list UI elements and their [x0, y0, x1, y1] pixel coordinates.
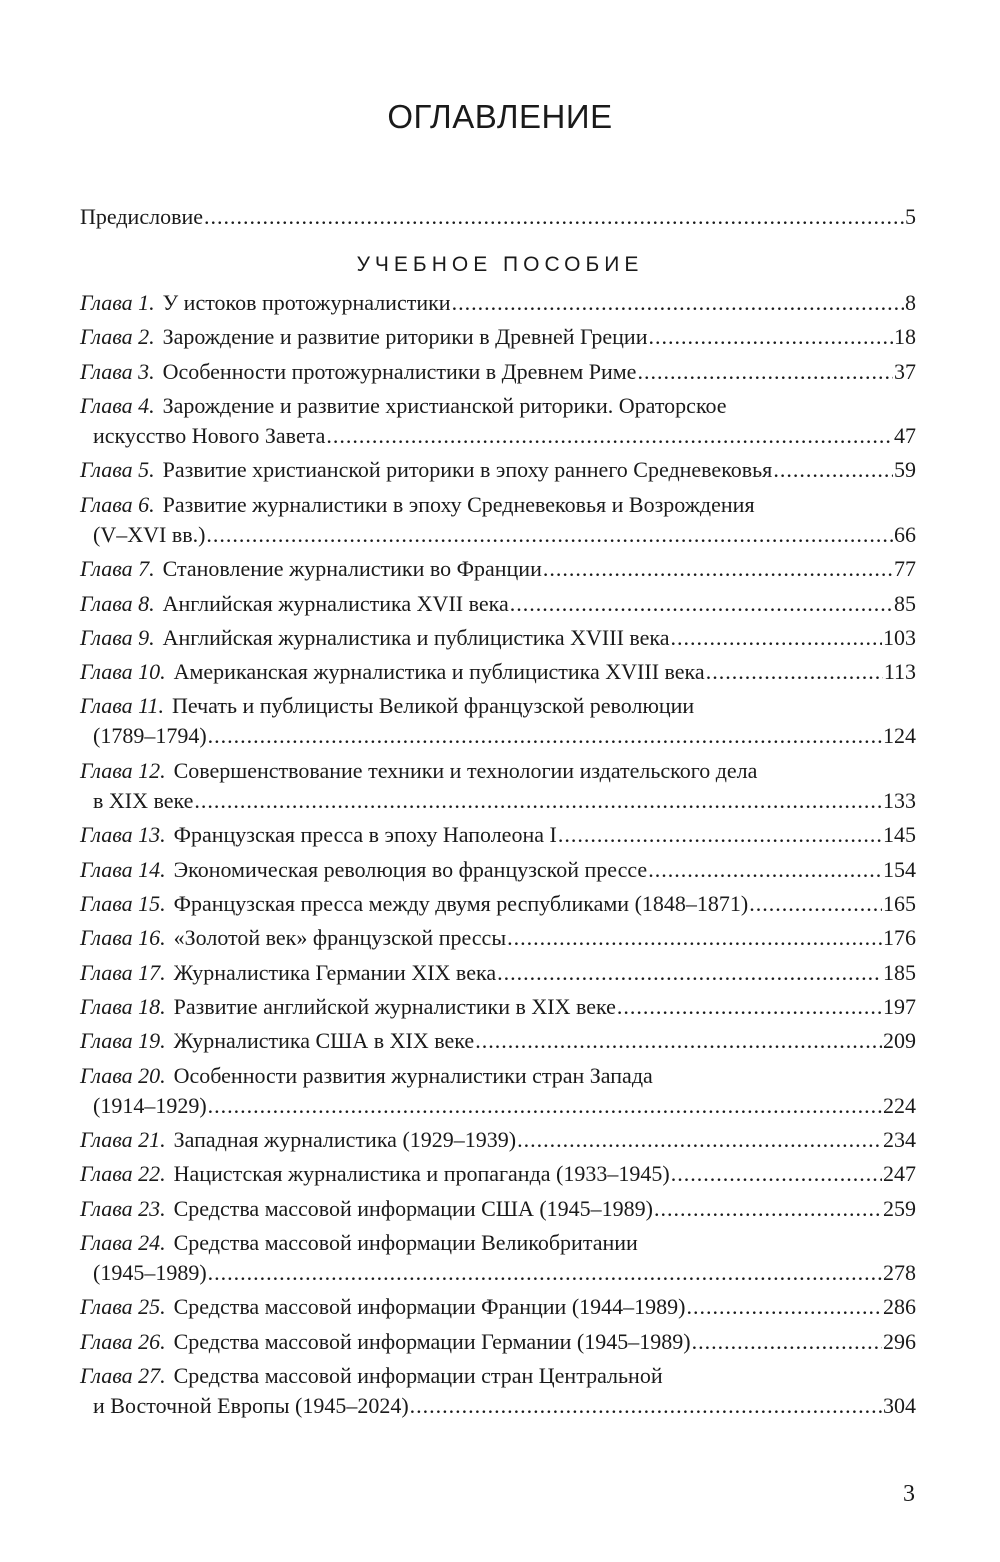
page-number: 37 [894, 358, 916, 384]
page-number: 133 [883, 787, 916, 813]
chapter-number: Глава 4. [80, 392, 155, 418]
dot-leader [637, 355, 893, 389]
chapter-number: Глава 14. [80, 856, 166, 882]
chapter-number: Глава 2. [80, 324, 155, 350]
dot-leader [648, 320, 893, 354]
chapter-title-continued: (1914–1929) [93, 1092, 207, 1118]
page-number: 145 [883, 822, 916, 848]
toc-entry[interactable] [80, 990, 916, 1024]
chapter-number: Глава 15. [80, 891, 166, 916]
dot-leader [204, 200, 904, 234]
page-number: 296 [883, 1328, 916, 1354]
chapter-number: Глава 13. [80, 822, 166, 848]
chapter-number: Глава 16. [80, 925, 166, 951]
page-number: 286 [883, 1294, 916, 1320]
page-number: 259 [883, 1195, 916, 1221]
toc-entry[interactable] [80, 1359, 916, 1423]
toc-entry[interactable] [80, 286, 916, 320]
dot-leader [475, 1024, 882, 1058]
chapter-number: Глава 9. [80, 624, 155, 650]
chapter-number: Глава 11. [80, 693, 164, 719]
chapter-title: Становление журналистики во Франции [162, 556, 542, 582]
page-number: 154 [883, 856, 916, 882]
toc-entry[interactable] [80, 1024, 916, 1058]
chapter-number: Глава 19. [80, 1028, 166, 1054]
dot-leader [617, 990, 882, 1024]
chapter-number: Глава 10. [80, 659, 166, 685]
chapter-title: Зарождение и развитие христианской риторики. Ораторское [162, 392, 727, 418]
toc-entry[interactable] [80, 818, 916, 852]
chapter-title-continued: искусство Нового Завета [93, 422, 326, 448]
toc-entry[interactable] [80, 689, 916, 753]
dot-leader [326, 419, 893, 453]
chapter-title: Совершенствование техники и технологии издательского дела [173, 757, 758, 783]
page-number: 197 [883, 993, 916, 1019]
chapter-number: Глава 20. [80, 1062, 166, 1088]
chapter-title: Особенности протожурналистики в Древнем Риме [162, 358, 637, 384]
dot-leader [671, 1157, 882, 1191]
toc-entry-preface[interactable] [80, 200, 916, 234]
dot-leader [773, 453, 893, 487]
chapter-title: «Золотой век» французской прессы [173, 925, 507, 951]
toc-entry[interactable] [80, 1325, 916, 1359]
page-number: 113 [883, 659, 916, 685]
dot-leader [208, 719, 882, 753]
toc-entry[interactable] [80, 355, 916, 389]
chapter-title: Экономическая революция во французской прессе [173, 856, 648, 882]
page-number: 234 [883, 1127, 916, 1152]
chapter-number: Глава 24. [80, 1229, 166, 1255]
page-number: 77 [894, 556, 916, 582]
chapter-title: Средства массовой информации США (1945–1989) [173, 1195, 654, 1221]
page-number: 176 [883, 925, 916, 951]
dot-leader [687, 1290, 883, 1324]
chapter-title: Западная журналистика (1929–1939) [173, 1127, 517, 1152]
page-number: 124 [883, 723, 916, 749]
chapter-title: Средства массовой информации Великобритании [173, 1229, 638, 1255]
toc-entry[interactable] [80, 453, 916, 487]
chapter-title: Развитие английской журналистики в XIX веке [173, 993, 616, 1019]
page-number: 209 [883, 1028, 916, 1054]
toc-entry[interactable] [80, 754, 916, 818]
page-number: 18 [894, 324, 916, 350]
chapter-number: Глава 23. [80, 1195, 166, 1221]
chapter-number: Глава 12. [80, 757, 166, 783]
chapter-title-continued: (1789–1794) [93, 723, 207, 749]
dot-leader [208, 1089, 882, 1123]
page-number: 278 [883, 1259, 916, 1285]
chapter-number: Глава 5. [80, 457, 155, 483]
chapter-title: Печать и публицисты Великой французской революции [171, 693, 695, 719]
chapter-number: Глава 1. [80, 290, 155, 315]
preface-title: Предисловие [80, 204, 203, 229]
page-number: 66 [894, 521, 916, 547]
chapter-title: Английская журналистика XVII века [162, 590, 509, 616]
dot-leader [208, 1256, 882, 1290]
toc-entry[interactable] [80, 1192, 916, 1226]
chapter-title: Английская журналистика и публицистика XVIII века [162, 624, 670, 650]
chapter-number: Глава 17. [80, 959, 166, 985]
dot-leader [497, 956, 882, 990]
chapter-title: Средства массовой информации Германии (1945–1989) [173, 1328, 691, 1354]
toc-entry[interactable] [80, 1123, 916, 1157]
chapter-number: Глава 6. [80, 491, 155, 517]
page-number: 103 [883, 624, 916, 650]
toc-entry[interactable] [80, 1290, 916, 1324]
chapter-number: Глава 18. [80, 993, 166, 1019]
chapter-title-continued: (V–XVI вв.) [93, 521, 206, 547]
dot-leader [648, 853, 882, 887]
chapter-title: Американская журналистика и публицистика XVIII века [173, 659, 705, 685]
toc-entry[interactable] [80, 853, 916, 887]
chapter-title-continued: (1945–1989) [93, 1259, 207, 1285]
page-number: 224 [883, 1092, 916, 1118]
toc-entry[interactable] [80, 621, 916, 655]
chapter-number: Глава 27. [80, 1363, 166, 1388]
toc-entry[interactable] [80, 587, 916, 621]
chapter-number: Глава 26. [80, 1328, 166, 1354]
page-number: 304 [883, 1393, 916, 1418]
dot-leader [654, 1192, 882, 1226]
chapter-number: Глава 22. [80, 1161, 166, 1187]
chapter-title: Развитие христианской риторики в эпоху раннего Средневековья [162, 457, 773, 483]
chapter-title: У истоков протожурналистики [162, 290, 451, 315]
dot-leader [206, 518, 893, 552]
chapter-number: Глава 8. [80, 590, 155, 616]
chapter-title: Средства массовой информации Франции (1944–1989) [173, 1294, 686, 1320]
page-number: 47 [894, 422, 916, 448]
chapter-title: Средства массовой информации стран Центральной [173, 1363, 663, 1388]
dot-leader [510, 587, 893, 621]
dot-leader [507, 921, 882, 955]
chapter-title: Журналистика США в XIX веке [173, 1028, 475, 1054]
dot-leader [692, 1325, 882, 1359]
page-number: 59 [894, 457, 916, 483]
toc-entry[interactable] [80, 1059, 916, 1123]
dot-leader [410, 1389, 882, 1423]
chapter-title-continued: и Восточной Европы (1945–2024) [93, 1393, 409, 1418]
chapter-title: Нацистская журналистика и пропаганда (1933–1945) [173, 1161, 670, 1187]
dot-leader [543, 552, 893, 586]
toc-entry[interactable] [80, 956, 916, 990]
dot-leader [517, 1123, 882, 1157]
page-number: 8 [905, 290, 916, 315]
chapter-number: Глава 21. [80, 1127, 166, 1152]
dot-leader [706, 655, 883, 689]
chapter-title-continued: в XIX веке [93, 787, 194, 813]
toc-entry[interactable] [80, 921, 916, 955]
dot-leader [749, 887, 882, 921]
dot-leader [558, 818, 882, 852]
page-number: 5 [905, 204, 916, 229]
toc-entry[interactable] [80, 389, 916, 453]
folio-page-number: 3 [903, 1481, 915, 1507]
dot-leader [194, 784, 882, 818]
toc-entry[interactable] [80, 552, 916, 586]
page-number: 247 [883, 1161, 916, 1187]
page-title: ОГЛАВЛЕНИЕ [387, 98, 613, 135]
toc-entry[interactable] [80, 320, 916, 354]
toc-entry[interactable] [80, 887, 916, 921]
page-number: 165 [883, 891, 916, 916]
toc-entry[interactable] [80, 488, 916, 552]
page-number: 85 [894, 590, 916, 616]
dot-leader [671, 621, 882, 655]
chapter-title: Зарождение и развитие риторики в Древней Греции [162, 324, 648, 350]
chapter-number: Глава 3. [80, 358, 155, 384]
chapter-title: Французская пресса в эпоху Наполеона I [173, 822, 557, 848]
toc-entry[interactable] [80, 655, 916, 689]
toc-entry[interactable] [80, 1157, 916, 1191]
dot-leader [452, 286, 904, 320]
chapter-title: Журналистика Германии XIX века [173, 959, 497, 985]
chapter-title: Французская пресса между двумя республиками (1848–1871) [173, 891, 749, 916]
chapter-title: Особенности развития журналистики стран Запада [173, 1062, 653, 1088]
chapter-number: Глава 7. [80, 556, 155, 582]
toc-entry[interactable] [80, 1226, 916, 1290]
page-number: 185 [883, 959, 916, 985]
chapter-title: Развитие журналистики в эпоху Средневековья и Возрождения [162, 491, 755, 517]
chapter-number: Глава 25. [80, 1294, 166, 1320]
section-title: УЧЕБНОЕ ПОСОБИЕ [356, 253, 644, 276]
